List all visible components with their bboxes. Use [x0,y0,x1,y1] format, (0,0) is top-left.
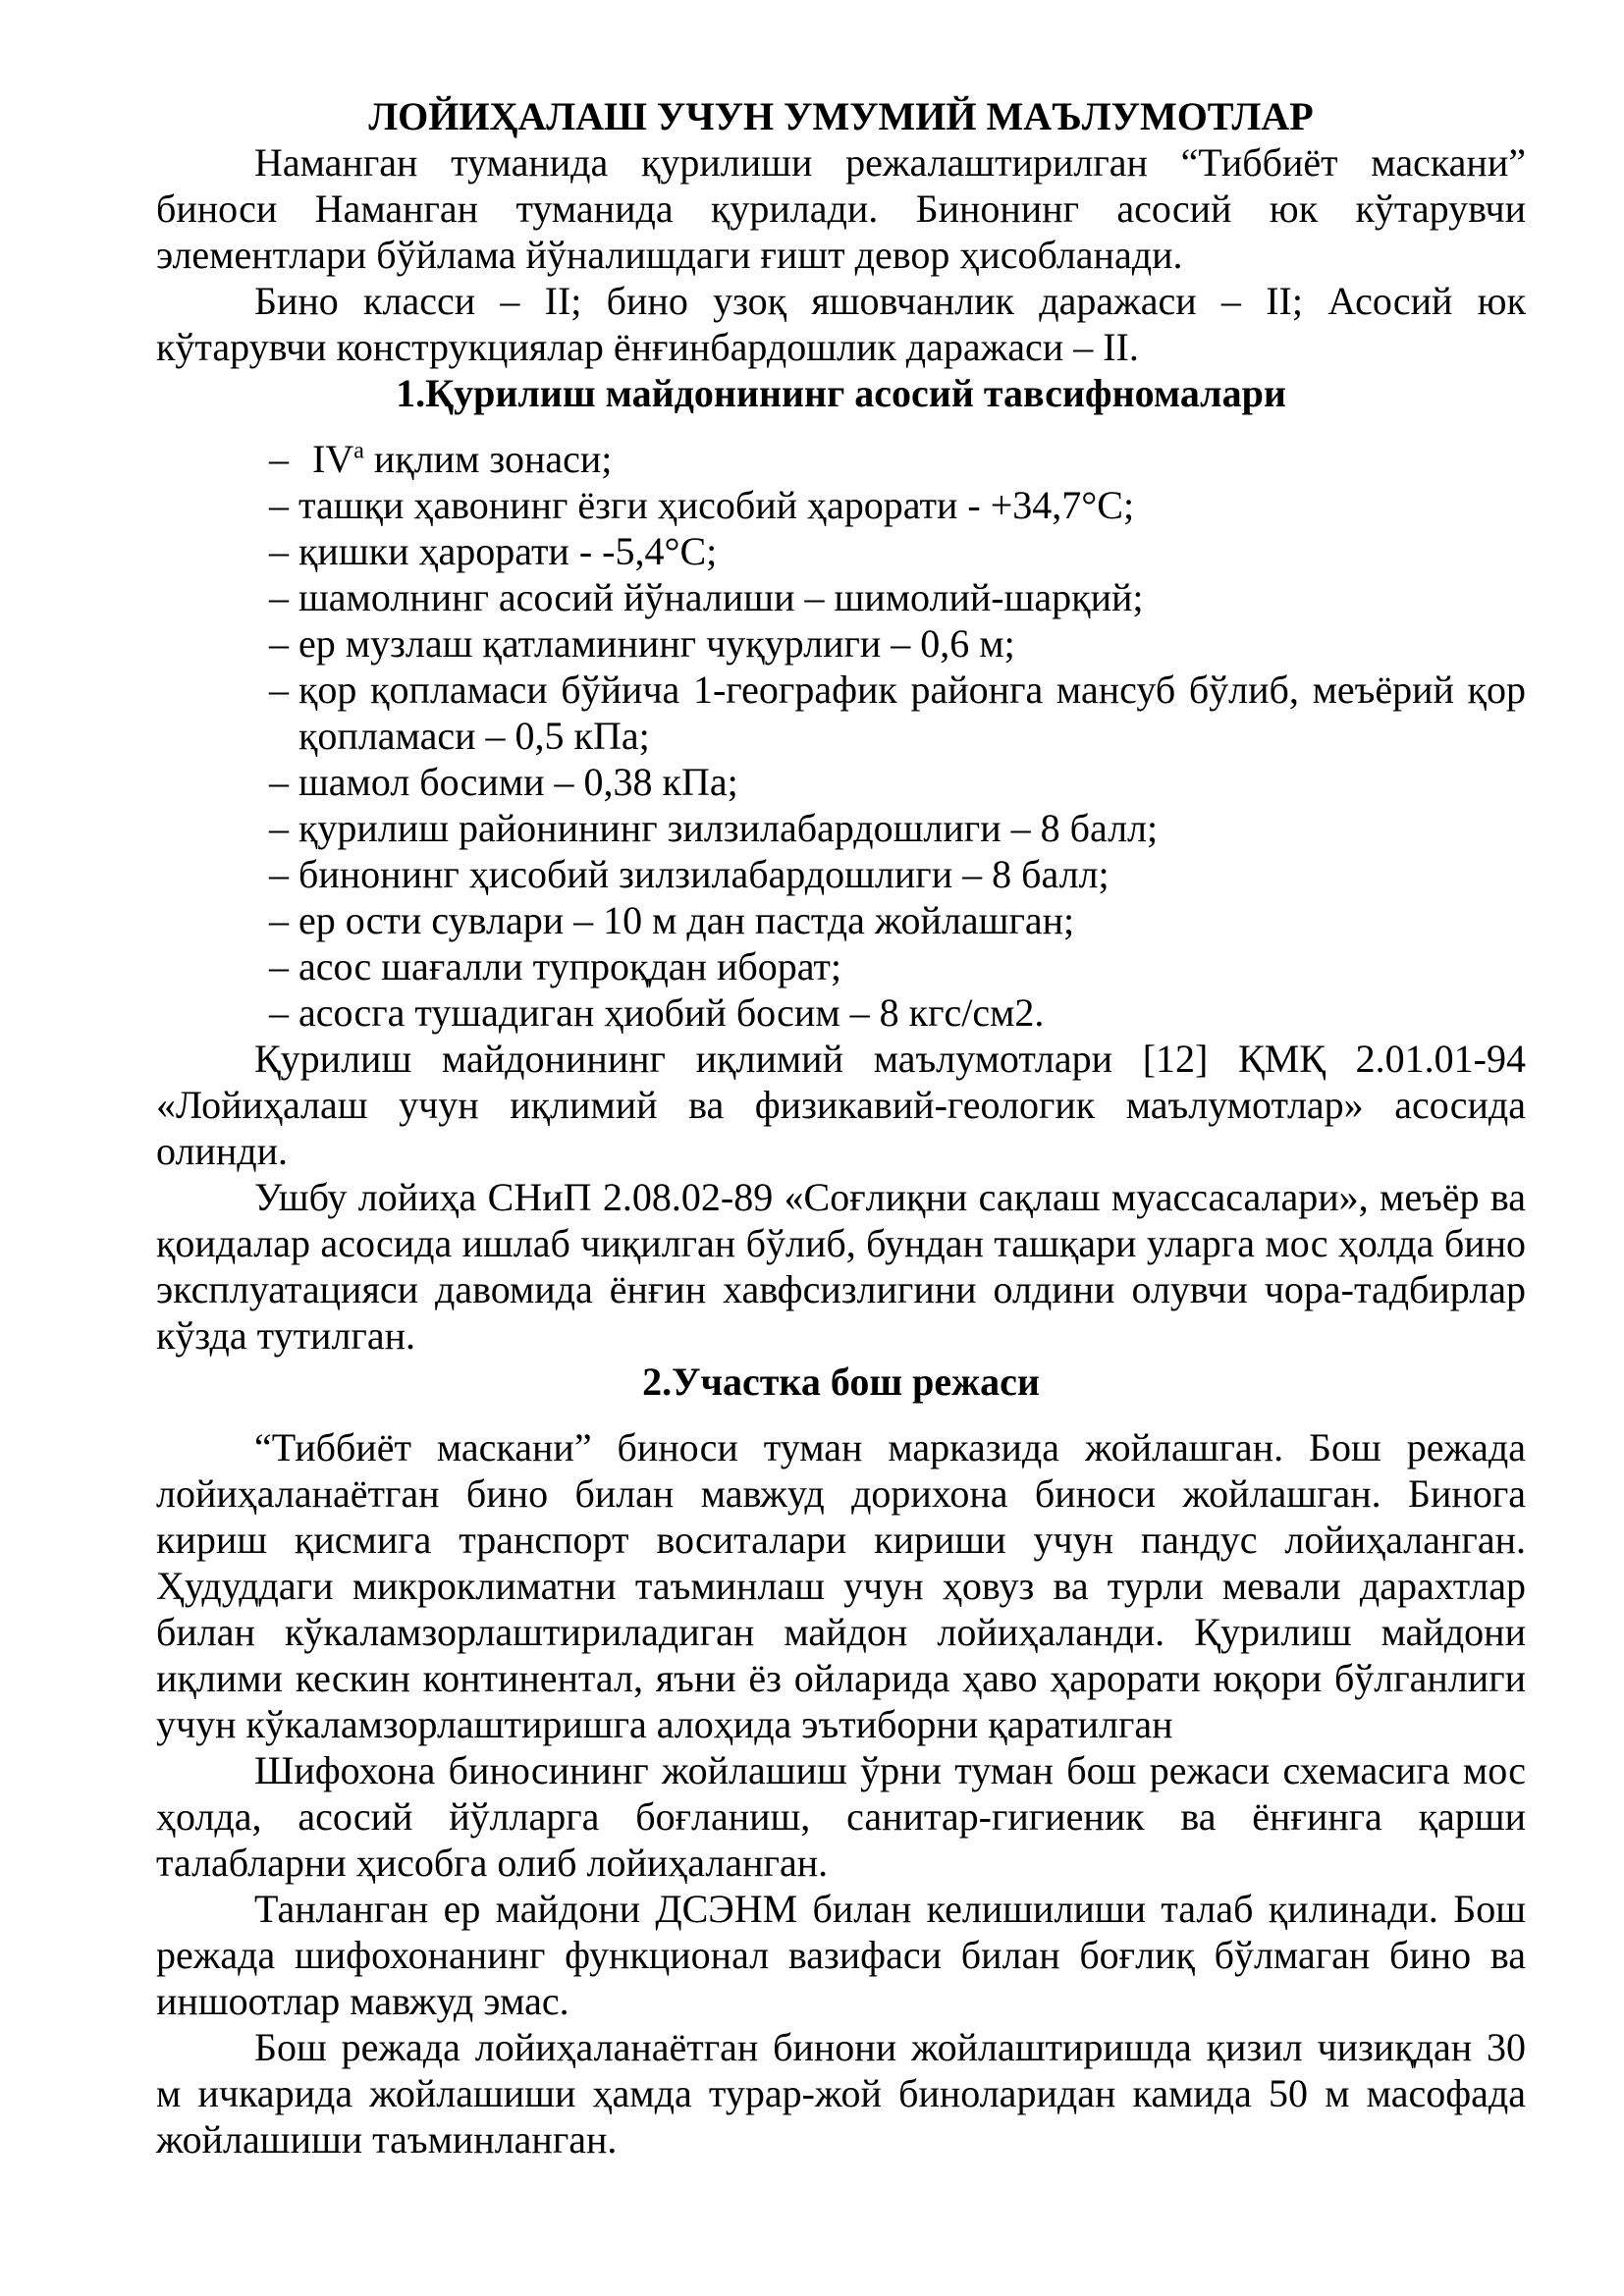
list-item: – шамолнинг асосий йўналиши – шимолий-шарқий; [269,574,1526,620]
document-title: ЛОЙИҲАЛАШ УЧУН УМУМИЙ МАЪЛУМОТЛАР [368,94,1314,138]
list-item: – қишки ҳарорати - -5,4°С; [269,528,1526,574]
list-item: – бинонинг ҳисобий зилзилабардошлиги – 8 балл; [269,851,1526,897]
section-1-paragraph-1: Қурилиш майдонининг иқлимий маълумотлари [12] ҚМҚ 2.01.01-94 «Лойиҳалаш учун иқлимий ва физикавий-геологик маълумотлар» асосида олинди. [156,1037,1526,1173]
intro-paragraph-1: Наманган туманида қурилиши режалаштирилган “Тиббиёт маскани” биноси Наманган туманида қурилади. Бинонинг асосий юк кўтарувчи элементлари бўйлама йўналишдаги ғишт девор ҳисобланади. [156,140,1526,277]
section-1-paragraph-2: Ушбу лойиҳа СНиП 2.08.02-89 «Соғлиқни сақлаш муассасалари», меъёр ва қоидалар асосида ишлаб чиқилган бўлиб, бундан ташқари уларга мос ҳолда бино эксплуатацияси давомида ёнғин хавфсизлигини олдини олувчи чора-тадбирлар кўзда тутилган. [156,1175,1526,1358]
climate-zone-prefix: IV [312,437,354,481]
list-item: – ер ости сувлари – 10 м дан пастда жойлашган; [269,897,1526,943]
section-2-paragraph-2: Шифохона биносининг жойлашиш ўрни туман бош режаси схемасига мос ҳолда, асосий йўлларга боғланиш, санитар-гигиеник ва ёнғинга қарши талабларни ҳисобга олиб лойиҳаланган. [156,1748,1526,1885]
section-2-paragraph-1: “Тиббиёт маскани” биноси туман марказида жойлашган. Бош режада лойиҳаланаётган бино билан мавжуд дорихона биноси жойлашган. Бинога кириш қисмига транспорт воситалари кириши учун пандус лойиҳаланган. Ҳудуддаги микроклиматни таъминлаш учун ҳовуз ва турли мевали дарахтлар билан кўкаламзорлаштириладиган майдон лойиҳаланди. Қурилиш майдони иқлими кескин континентал, яъни ёз ойларида ҳаво ҳарорати юқори бўлганлиги учун кўкаламзорлаштиришга алоҳида эътиборни қаратилган [156,1425,1526,1746]
list-item: – ер музлаш қатламининг чуқурлиги – 0,6 м; [269,620,1526,667]
section-2-paragraph-4: Бош режада лойиҳаланаётган бинони жойлаштиришда қизил чизиқдан 30 м ичкарида жойлашиши ҳамда турар-жой биноларидан камида 50 м масофада жойлашиши таъминланган. [156,2025,1526,2162]
section-2-paragraph-3: Танланган ер майдони ДСЭНМ билан келишилиши талаб қилинади. Бош режада шифохонанинг функционал вазифаси билан боғлиқ бўлмаган бино ва иншоотлар мавжуд эмас. [156,1887,1526,2023]
section-1-title: 1.Қурилиш майдонининг асосий тавсифномалари [396,371,1286,415]
section-2-title: 2.Участка бош режаси [642,1360,1040,1404]
list-item: – ташқи ҳавонинг ёзги ҳисобий ҳарорати - +34,7°С; [269,482,1526,528]
climate-zone-superscript: а [353,438,364,464]
list-item: – асос шағалли тупроқдан иборат; [269,943,1526,989]
site-characteristics-list [156,436,1526,1036]
list-item [269,436,1526,482]
climate-zone-text: иқлим зонаси; [363,437,613,481]
intro-paragraph-2: Бино класси – II; бино узоқ яшовчанлик даражаси – II; Асосий юк кўтарувчи конструкциялар ёнғинбардошлик даражаси – II. [156,279,1526,369]
list-item: – асосга тушадиган ҳиобий босим – 8 кгс/см2. [269,989,1526,1036]
list-item: – қор қопламаси бўйича 1-географик районга мансуб бўлиб, меъёрий қор қопламаси – 0,5 кПа; [269,667,1526,759]
list-item: – қурилиш районининг зилзилабардошлиги – 8 балл; [269,805,1526,851]
list-item: – шамол босими – 0,38 кПа; [269,759,1526,805]
